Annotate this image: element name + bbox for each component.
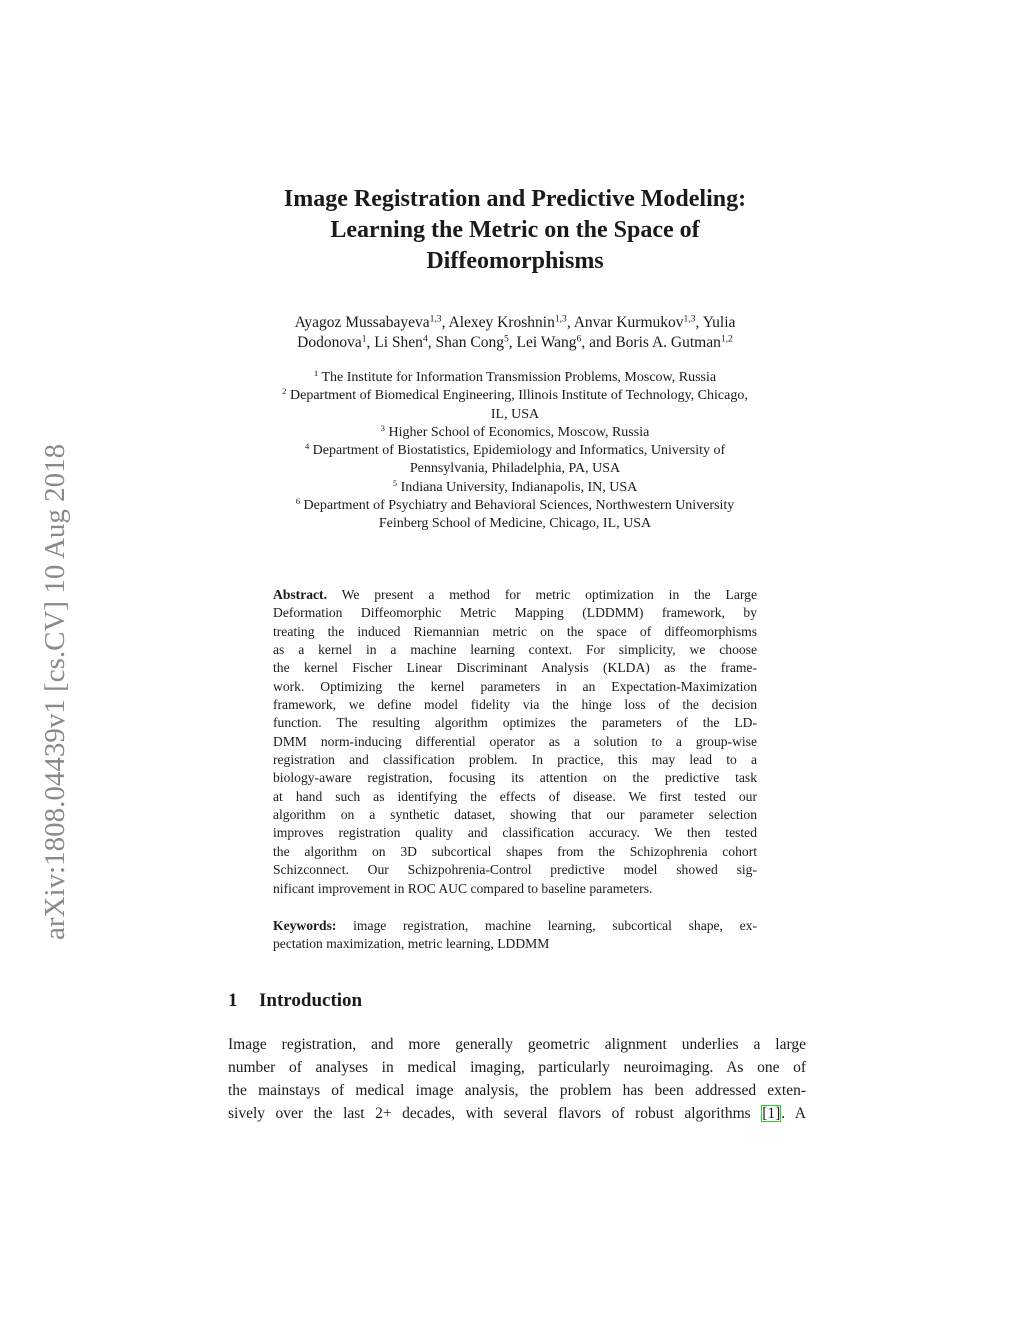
author-line: Dodonova$^1$, Li Shen$^4$, Shan Cong$^5$, Lei Wang$^6$, and Boris A. Gutman$^{1,2}$ bbox=[297, 333, 733, 351]
affiliation-marker: 1 bbox=[313, 368, 319, 379]
affiliation-marker: 1,3 bbox=[683, 313, 696, 325]
paper-title bbox=[190, 184, 840, 277]
affiliation-line: $^6$ Department of Psychiatry and Behavioral Sciences, Northwestern University bbox=[295, 496, 735, 514]
citation-link[interactable]: [1] bbox=[762, 1105, 781, 1122]
abstract-line: as a kernel in a machine learning context. For simplicity, we choose bbox=[273, 642, 757, 658]
paragraph-text: sively over the last 2+ decades, with several flavors of robust algorithms bbox=[228, 1105, 762, 1122]
paragraph-line: the mainstays of medical image analysis, the problem has been addressed exten- bbox=[228, 1082, 806, 1099]
affiliation-marker: 3 bbox=[380, 423, 386, 434]
title-line: Image Registration and Predictive Modeling: bbox=[283, 186, 747, 212]
section-number: 1 bbox=[228, 990, 238, 1011]
affiliation-marker: 6 bbox=[576, 333, 582, 345]
abstract-line: treating the induced Riemannian metric on the space of diffeomorphisms bbox=[273, 623, 757, 639]
keywords-text: image registration, machine learning, subcortical shape, ex- bbox=[353, 918, 757, 933]
abstract-line: biology-aware registration, focusing its attention on the predictive task bbox=[273, 770, 757, 786]
affiliation-line: Feinberg School of Medicine, Chicago, IL, USA bbox=[378, 516, 652, 532]
keywords-heading: Keywords: bbox=[273, 918, 337, 933]
keywords bbox=[273, 917, 757, 954]
introduction-paragraph bbox=[228, 1033, 806, 1125]
section-title: Introduction bbox=[259, 990, 363, 1011]
author-list bbox=[220, 313, 810, 353]
paragraph-line: Image registration, and more generally geometric alignment underlies a large bbox=[228, 1036, 806, 1053]
affiliation-marker: 1 bbox=[361, 333, 367, 345]
arxiv-identifier-stamp: arXiv:1808.04439v1 [cs.CV] 10 Aug 2018 bbox=[39, 443, 71, 940]
paragraph-text: . A bbox=[781, 1105, 807, 1122]
affiliation-marker: 6 bbox=[295, 496, 301, 507]
abstract-line: registration and classification problem. In practice, this may lead to a bbox=[273, 752, 757, 768]
affiliation-line: $^2$ Department of Biomedical Engineering, Illinois Institute of Technology, Chicago, bbox=[282, 386, 748, 404]
abstract-line: work. Optimizing the kernel parameters in an Expectation-Maximization bbox=[273, 678, 757, 694]
affiliation-list bbox=[220, 369, 810, 534]
affiliation-marker: 1,3 bbox=[554, 313, 567, 325]
affiliation-marker: 2 bbox=[282, 386, 287, 397]
abstract-line: the algorithm on 3D subcortical shapes from the Schizophrenia cohort bbox=[273, 843, 757, 859]
abstract bbox=[273, 586, 757, 898]
affiliation-marker: 1,3 bbox=[429, 313, 442, 325]
keywords-line bbox=[273, 917, 757, 935]
abstract-line: at hand such as identifying the effects of disease. We first tested our bbox=[273, 788, 757, 804]
affiliation-marker: 1,2 bbox=[720, 333, 733, 345]
affiliation-line: IL, USA bbox=[490, 406, 540, 422]
abstract-line: improves registration quality and classification accuracy. We then tested bbox=[273, 825, 757, 841]
abstract-line: DMM norm-inducing differential operator as a solution to a group-wise bbox=[273, 733, 757, 749]
paragraph-line: number of analyses in medical imaging, particularly neuroimaging. As one of bbox=[228, 1059, 806, 1076]
affiliation-marker: 4 bbox=[304, 441, 310, 452]
abstract-line: framework, we define model fidelity via the hinge loss of the decision bbox=[273, 697, 757, 713]
affiliation-marker: 4 bbox=[422, 333, 428, 345]
abstract-line: function. The resulting algorithm optimizes the parameters of the LD- bbox=[273, 715, 757, 731]
abstract-line: Schizconnect. Our Schizpohrenia-Control predictive model showed sig- bbox=[273, 862, 757, 878]
affiliation-line: $^3$ Higher School of Economics, Moscow, Russia bbox=[380, 423, 650, 440]
affiliation-marker: 5 bbox=[392, 478, 398, 489]
affiliation-line: $^1$ The Institute for Information Transmission Problems, Moscow, Russia bbox=[313, 368, 717, 385]
affiliation-line: $^5$ Indiana University, Indianapolis, IN, USA bbox=[392, 478, 638, 495]
paragraph-line bbox=[228, 1102, 806, 1125]
affiliation-line: $^4$ Department of Biostatistics, Epidemiology and Informatics, University of bbox=[304, 441, 726, 459]
abstract-line: algorithm on a synthetic dataset, showing that our parameter selection bbox=[273, 807, 757, 823]
abstract-line bbox=[273, 586, 757, 604]
title-line: Learning the Metric on the Space of bbox=[330, 217, 700, 243]
abstract-line: nificant improvement in ROC AUC compared to baseline parameters. bbox=[273, 880, 653, 896]
title-line: Diffeomorphisms bbox=[426, 248, 604, 274]
author-line: Ayagoz Mussabayeva$^{1,3}$, Alexey Kroshnin$^{1,3}$, Anvar Kurmukov$^{1,3}$, Yulia bbox=[294, 313, 736, 331]
abstract-text: We present a method for metric optimization in the Large bbox=[341, 587, 757, 602]
abstract-line: Deformation Diffeomorphic Metric Mapping (LDDMM) framework, by bbox=[273, 605, 757, 621]
keywords-line: pectation maximization, metric learning, LDDMM bbox=[273, 936, 550, 952]
affiliation-marker: 5 bbox=[503, 333, 509, 345]
section-heading-introduction bbox=[228, 989, 362, 1013]
affiliation-line: Pennsylvania, Philadelphia, PA, USA bbox=[409, 461, 621, 477]
abstract-heading: Abstract. bbox=[273, 587, 327, 602]
abstract-line: the kernel Fischer Linear Discriminant Analysis (KLDA) as the frame- bbox=[273, 660, 757, 676]
